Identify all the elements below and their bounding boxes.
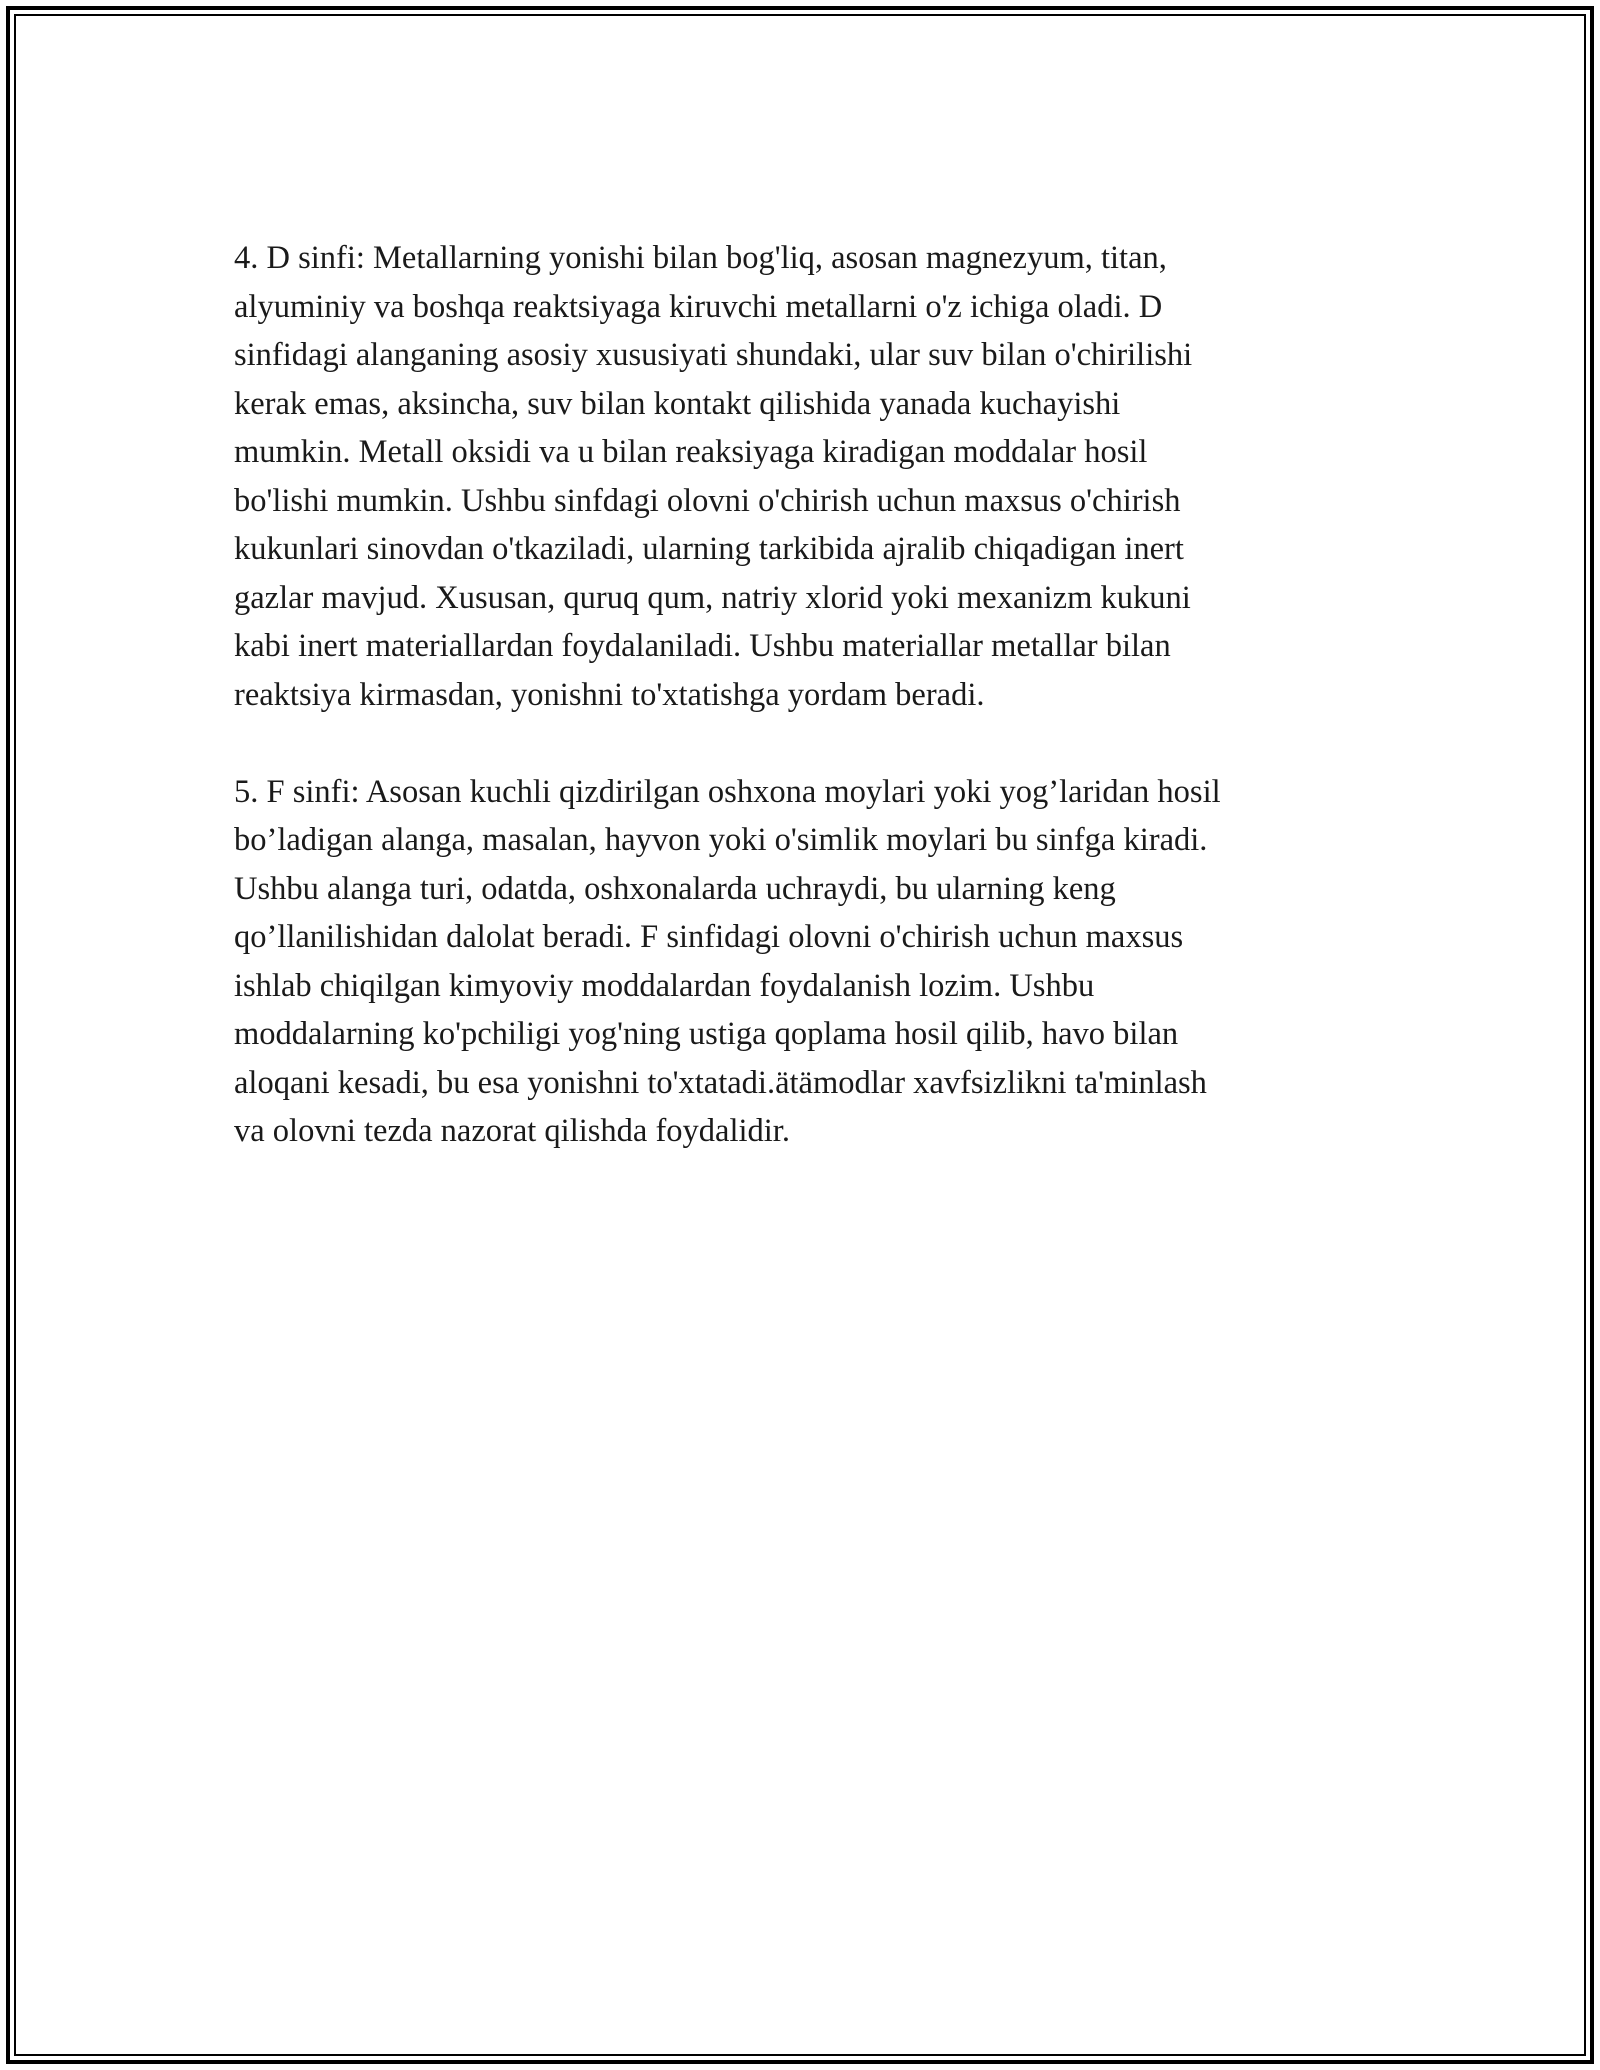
text-line: Ushbu alanga turi, odatda, oshxonalarda uchraydi, bu ularning keng [234, 870, 1116, 907]
text-line: bo’ladigan alanga, masalan, hayvon yoki o'simlik moylari bu sinfga kiradi. [234, 822, 1208, 858]
text-line: kerak emas, aksincha, suv bilan kontakt qilishida yanada kuchayishi [234, 385, 1121, 422]
text-line: alyuminiy va boshqa reaktsiyaga kiruvchi metallarni o'z ichiga oladi. D [234, 288, 1163, 325]
paragraph-class-f [234, 768, 1374, 1156]
text-line: 5. F sinfi: Asosan kuchli qizdirilgan oshxona moylari yoki yog’laridan hosil [234, 773, 1221, 810]
text-line: gazlar mavjud. Xususan, quruq qum, natriy xlorid yoki mexanizm kukuni [234, 579, 1191, 616]
text-line: moddalarning ko'pchiligi yog'ning ustiga qoplama hosil qilib, havo bilan [234, 1016, 1179, 1052]
text-line: sinfidagi alanganing asosiy xususiyati shundaki, ular suv bilan o'chirilishi [234, 337, 1193, 373]
text-line: 4. D sinfi: Metallarning yonishi bilan bog'liq, asosan magnezyum, titan, [234, 240, 1167, 276]
text-line: kabi inert materiallardan foydalaniladi. Ushbu materiallar metallar bilan [234, 628, 1171, 664]
text-line: aloqani kesadi, bu esa yonishni to'xtatadi.ätämodlar xavfsizlikni ta'minlash [234, 1064, 1207, 1101]
document-body [234, 234, 1374, 1156]
text-line: kukunlari sinovdan o'tkaziladi, ularning tarkibida ajralib chiqadigan inert [234, 531, 1184, 567]
text-line: va olovni tezda nazorat qilishda foydalidir. [234, 1113, 790, 1149]
text-line: qo’llanilishidan dalolat beradi. F sinfidagi olovni o'chirish uchun maxsus [234, 919, 1184, 955]
paragraph-class-d [234, 234, 1374, 719]
text-line: ishlab chiqilgan kimyoviy moddalardan foydalanish lozim. Ushbu [234, 967, 1095, 1004]
text-line: bo'lishi mumkin. Ushbu sinfdagi olovni o'chirish uchun maxsus o'chirish [234, 482, 1181, 519]
text-line: reaktsiya kirmasdan, yonishni to'xtatishga yordam beradi. [234, 676, 985, 713]
text-line: mumkin. Metall oksidi va u bilan reaksiyaga kiradigan moddalar hosil [234, 434, 1148, 470]
